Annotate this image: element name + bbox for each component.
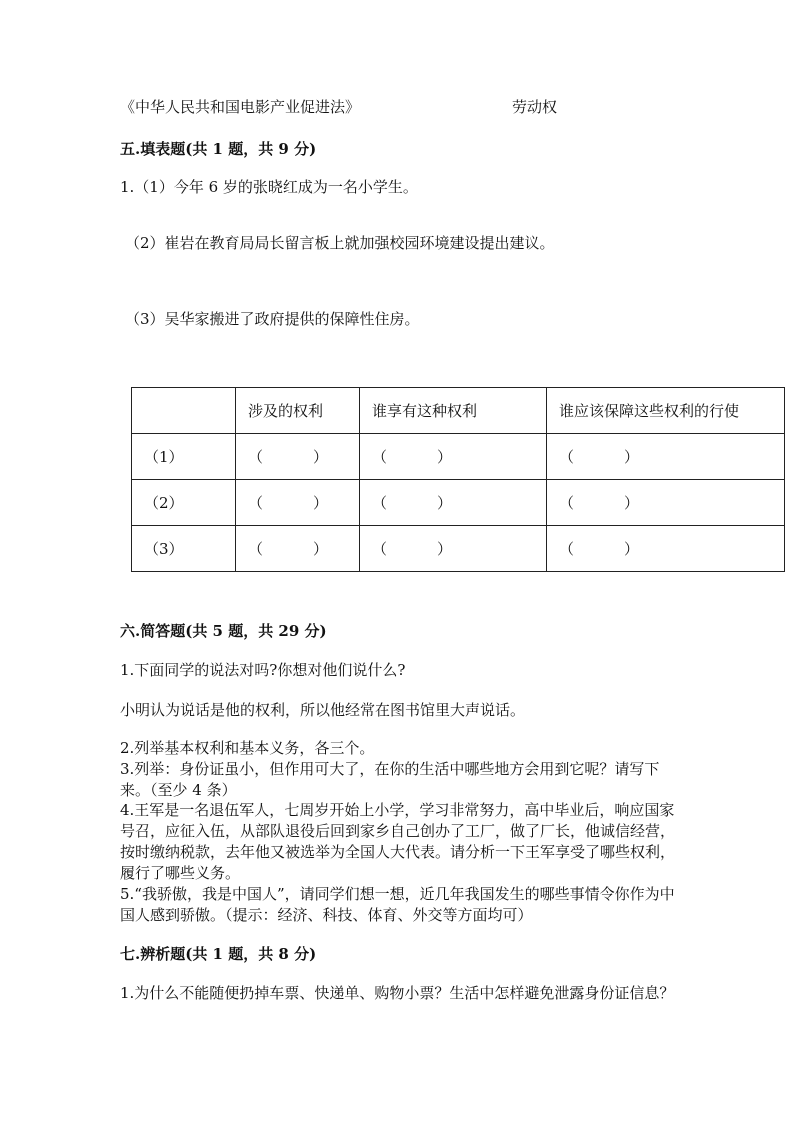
row-label: （3） <box>132 526 236 572</box>
row-label: （1） <box>132 434 236 480</box>
answer-blank[interactable]: （ ） <box>360 526 547 572</box>
question-5-3: （3）吴华家搬进了政府提供的保障性住房。 <box>125 310 420 328</box>
answer-blank[interactable]: （ ） <box>547 434 785 480</box>
answer-blank[interactable]: （ ） <box>547 526 785 572</box>
right-label: 劳动权 <box>512 98 558 116</box>
section-6-title: 六.简答题(共 5 题，共 29 分) <box>120 622 327 640</box>
answer-blank[interactable]: （ ） <box>236 526 360 572</box>
question-6-5: 5.“我骄傲，我是中国人”，请同学们想一想，近几年我国发生的哪些事情令你作为中国人感到骄傲。（提示：经济、科技、体育、外交等方面均可） <box>120 885 675 924</box>
question-6-1: 1.下面同学的说法对吗?你想对他们说什么? <box>120 661 406 679</box>
answer-blank[interactable]: （ ） <box>236 434 360 480</box>
answer-blank[interactable]: （ ） <box>360 480 547 526</box>
question-6-1-statement: 小明认为说话是他的权利，所以他经常在图书馆里大声说话。 <box>120 701 526 719</box>
question-5-1: 1.（1）今年 6 岁的张晓红成为一名小学生。 <box>120 178 418 196</box>
question-6-2: 2.列举基本权利和基本义务，各三个。 <box>120 739 375 757</box>
answer-blank[interactable]: （ ） <box>547 480 785 526</box>
question-6-3: 3.列举：身份证虽小，但作用可大了，在你的生活中哪些地方会用到它呢？请写下来。（至少 4 条） <box>120 760 660 799</box>
table-row <box>132 434 785 480</box>
question-6-4: 4.王军是一名退伍军人，七周岁开始上小学，学习非常努力，高中毕业后，响应国家号召，应征入伍，从部队退役后回到家乡自己创办了工厂，做了厂长，他诚信经营，按时缴纳税款，去年他又被选举为全国人大代表。请分析一下王军享受了哪些权利，履行了哪些义务。 <box>120 801 676 882</box>
table-header-cell: 谁应该保障这些权利的行使 <box>547 388 785 434</box>
table-row <box>132 526 785 572</box>
question-7-1: 1.为什么不能随便扔掉车票、快递单、购物小票？生活中怎样避免泄露身份证信息？ <box>120 984 675 1002</box>
section-5-title: 五.填表题(共 1 题，共 9 分) <box>120 140 317 158</box>
section-7-title: 七.辨析题(共 1 题，共 8 分) <box>120 945 317 963</box>
law-title: 《中华人民共和国电影产业促进法》 <box>120 98 361 116</box>
answer-blank[interactable]: （ ） <box>360 434 547 480</box>
table-header-cell <box>132 388 236 434</box>
row-label: （2） <box>132 480 236 526</box>
fill-in-table <box>131 387 785 572</box>
table-header-cell: 谁享有这种权利 <box>360 388 547 434</box>
table-header-cell: 涉及的权利 <box>236 388 360 434</box>
table-header-row <box>132 388 785 434</box>
question-5-2: （2）崔岩在教育局局长留言板上就加强校园环境建设提出建议。 <box>125 234 555 252</box>
table-row <box>132 480 785 526</box>
answer-blank[interactable]: （ ） <box>236 480 360 526</box>
